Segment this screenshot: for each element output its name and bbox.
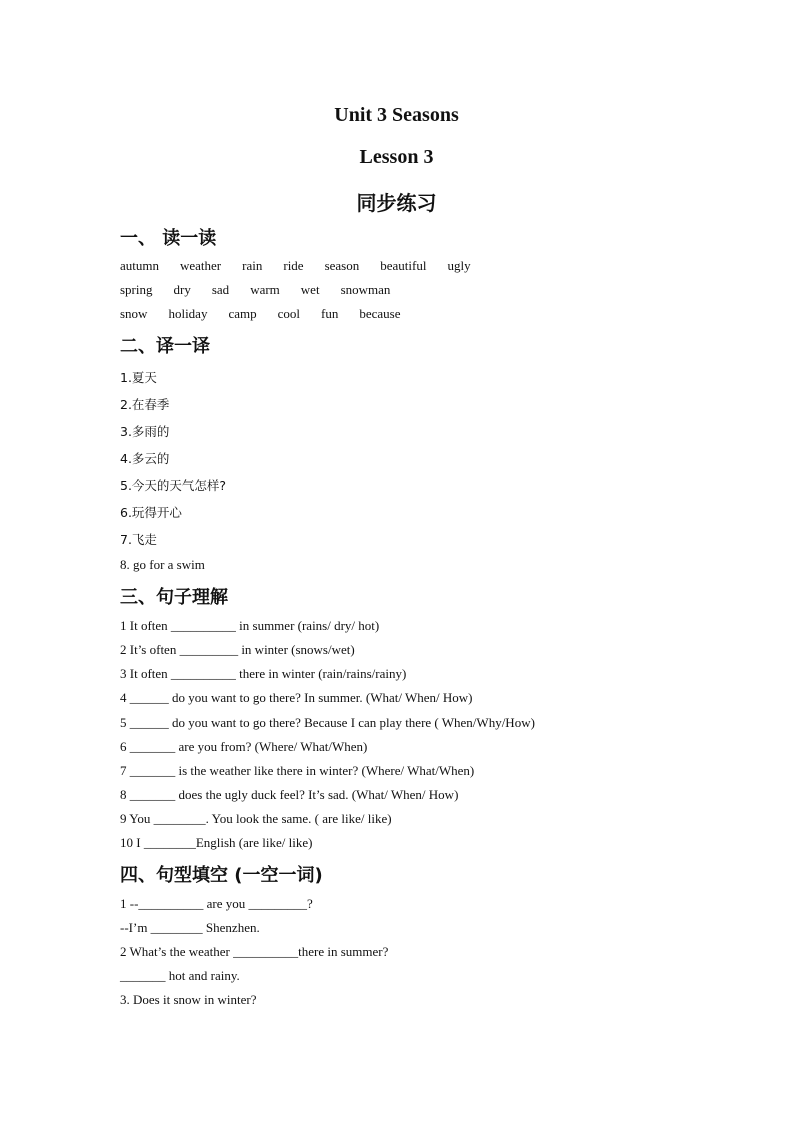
sentence-item: 9 You ________. You look the same. ( are like/ like) <box>120 811 392 826</box>
word: because <box>359 306 401 321</box>
translate-item: 1.夏天 <box>120 370 157 385</box>
word: holiday <box>168 306 208 321</box>
word: wet <box>300 282 320 297</box>
translate-item: 7.飞走 <box>120 532 157 547</box>
word-row-1 <box>120 258 492 274</box>
sentence-item: 1 It often __________ in summer (rains/ dry/ hot) <box>120 618 380 633</box>
word: rain <box>242 258 263 273</box>
section-heading-translate: 二、译一译 <box>120 336 210 357</box>
word: dry <box>173 282 191 297</box>
sentence-item: 10 I ________English (are like/ like) <box>120 835 313 850</box>
word: season <box>324 258 360 273</box>
word: ride <box>283 258 304 273</box>
fill-item: 2 What’s the weather __________there in summer? <box>120 944 389 959</box>
sentence-item: 4 ______ do you want to go there? In summer. (What/ When/ How) <box>120 690 473 705</box>
section-heading-sentences: 三、句子理解 <box>120 587 228 608</box>
word-row-2 <box>120 282 411 298</box>
subtitle: 同步练习 <box>356 191 437 215</box>
sentence-item: 5 ______ do you want to go there? Because I can play there ( When/Why/How) <box>120 715 535 730</box>
sentence-item: 3 It often __________ there in winter (rain/rains/rainy) <box>120 666 407 681</box>
translate-item: 5.今天的天气怎样? <box>120 478 227 493</box>
section-heading-read: 一、 读一读 <box>120 228 217 249</box>
sentence-item: 8 _______ does the ugly duck feel? It’s sad. (What/ When/ How) <box>120 787 459 802</box>
translate-item: 2.在春季 <box>120 397 170 412</box>
sentence-item: 2 It’s often _________ in winter (snows/wet) <box>120 642 355 657</box>
fill-item: --I’m ________ Shenzhen. <box>120 920 260 935</box>
translate-item: 4.多云的 <box>120 451 170 466</box>
translate-item: 3.多雨的 <box>120 424 170 439</box>
word: snow <box>120 306 148 321</box>
word: weather <box>180 258 222 273</box>
section-heading-fill: 四、句型填空 (一空一词) <box>120 865 323 886</box>
word: sad <box>211 282 230 297</box>
word: warm <box>250 282 280 297</box>
translate-item: 8. go for a swim <box>120 557 205 572</box>
word: snowman <box>340 282 391 297</box>
page-title: Unit 3 Seasons <box>334 104 459 126</box>
word: camp <box>228 306 257 321</box>
word: autumn <box>120 258 159 273</box>
translate-item: 6.玩得开心 <box>120 505 182 520</box>
word: ugly <box>447 258 471 273</box>
word: fun <box>321 306 339 321</box>
fill-item: 3. Does it snow in winter? <box>120 992 257 1007</box>
fill-item: 1 --__________ are you _________? <box>120 896 313 911</box>
word: cool <box>277 306 300 321</box>
sentence-item: 7 _______ is the weather like there in winter? (Where/ What/When) <box>120 763 475 778</box>
lesson-title: Lesson 3 <box>359 146 434 168</box>
word: spring <box>120 282 153 297</box>
sentence-item: 6 _______ are you from? (Where/ What/When) <box>120 739 368 754</box>
word-row-3 <box>120 306 421 322</box>
fill-item: _______ hot and rainy. <box>120 968 240 983</box>
word: beautiful <box>380 258 427 273</box>
